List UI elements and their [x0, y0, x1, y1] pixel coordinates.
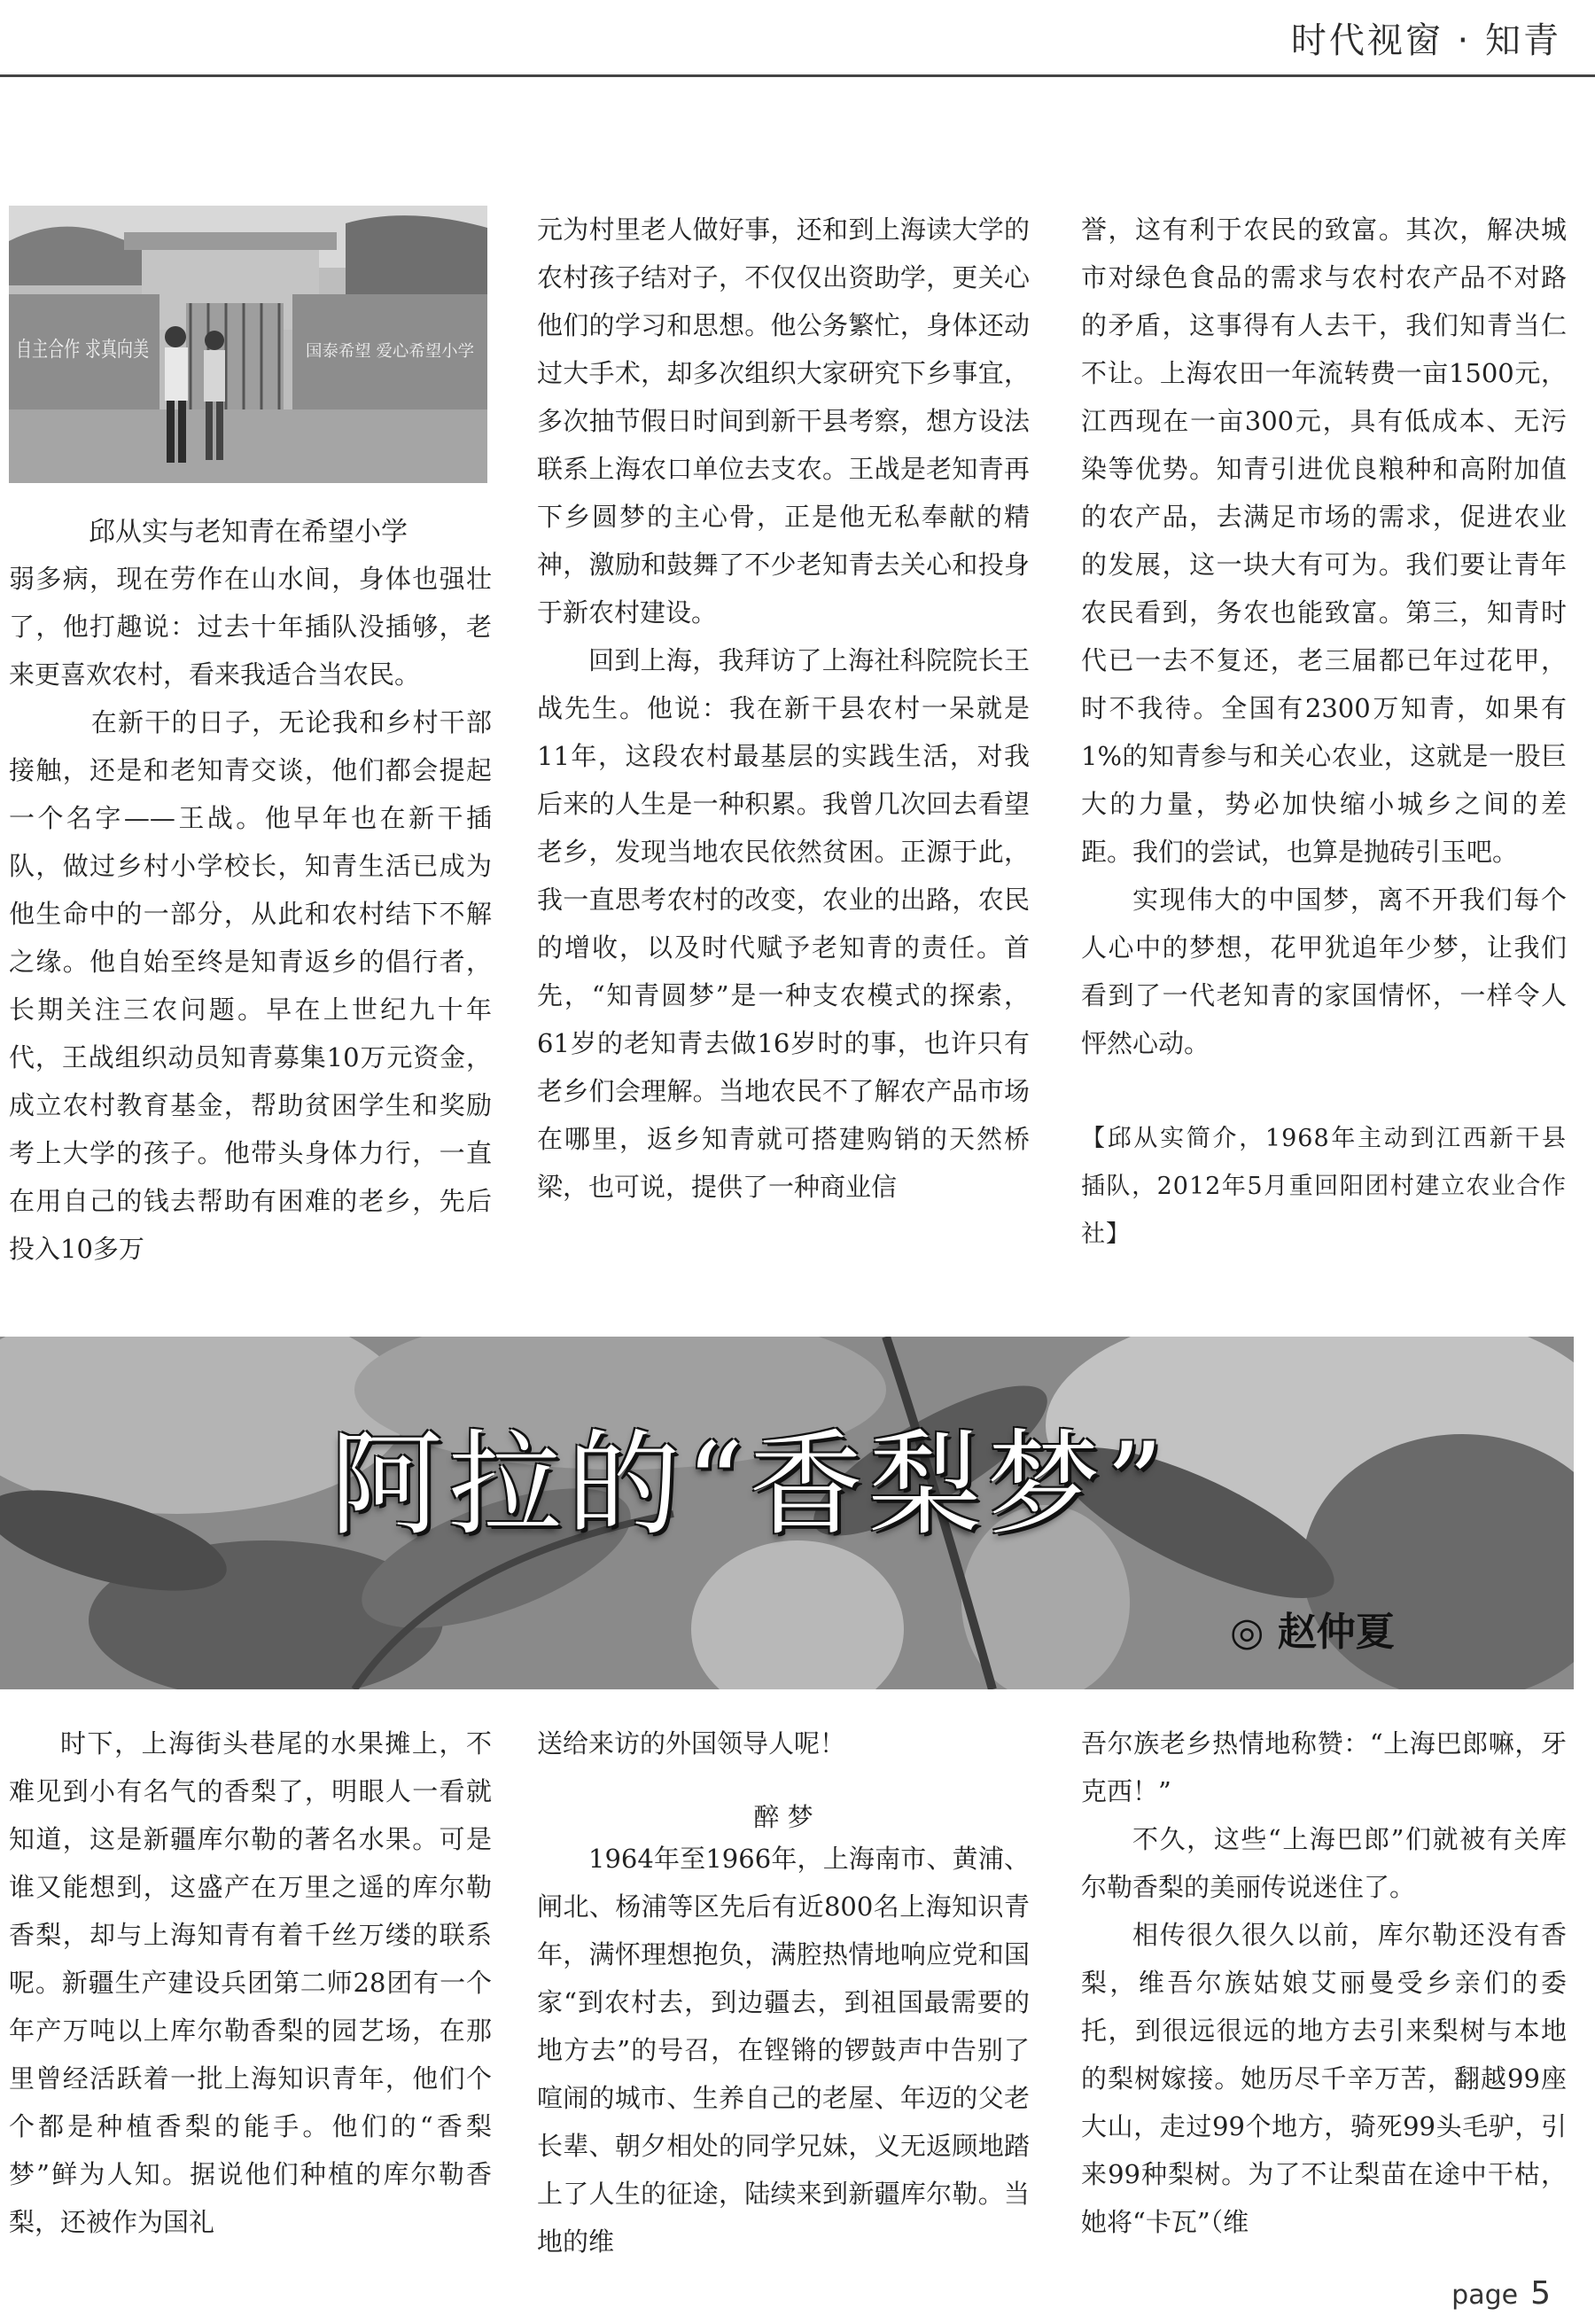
- paragraph: 相传很久很久以前，库尔勒还没有香梨，维吾尔族姑娘艾丽曼受乡亲们的委托，到很远很远的地方去引来梨树与本地的梨树嫁接。她历尽千辛万苦，翻越99座大山，走过99个地方，骑死99头毛驴，引来99种梨树。为了不让梨苗在途中干枯，她将“卡瓦”（维: [1081, 1920, 1567, 2237]
- sign-right: 国泰希望 爱心希望小学: [306, 342, 474, 361]
- article2-column-1: [9, 1720, 492, 2246]
- paragraph: 不久，这些“上海巴郎”们就被有关库尔勒香梨的美丽传说迷住了。: [1081, 1824, 1567, 1902]
- photo-caption: 邱从实与老知青在希望小学: [89, 517, 408, 548]
- article2-column-2: [537, 1720, 1030, 2266]
- author-bio: 【邱从实简介，1968年主动到江西新干县插队，2012年5月重回阳团村建立农业合作社】: [1081, 1125, 1567, 1248]
- paragraph: 1964年至1966年，上海南市、黄浦、闸北、杨浦等区先后有近800名上海知识青年，满怀理想抱负，满腔热情地响应党和国家“到农村去，到边疆去，到祖国最需要的地方去”的号召，在铿锵的锣鼓声中告别了喧闹的城市、生养自己的老屋、年迈的父老长辈、朝夕相处的同学兄妹，义无返顾地踏上了人生的征途，陆续来到新疆库尔勒。当地的维: [537, 1844, 1030, 2257]
- paragraph: 在新干的日子，无论我和乡村干部接触，还是和老知青交谈，他们都会提起一个名字——王战。他早年也在新干插队，做过乡村小学校长，知青生活已成为他生命中的一部分，从此和农村结下不解之缘。他自始至终是知青返乡的倡行者，长期关注三农问题。早在上世纪九十年代，王战组织动员知青募集10万元资金，成立农村教育基金，帮助贫困学生和奖励考上大学的孩子。他带头身体力行，一直在用自己的钱去帮助有困难的老乡，先后投入10多万: [9, 707, 492, 1264]
- paragraph: 送给来访的外国领导人呢！: [537, 1728, 846, 1759]
- section-header: 时代视窗 · 知青: [1290, 20, 1561, 61]
- article-title: 阿拉的“香梨梦”: [330, 1419, 1169, 1551]
- page-number-value: 5: [1530, 2275, 1551, 2312]
- paragraph: 誉，这有利于农民的致富。其次，解决城市对绿色食品的需求与农村农产品不对路的矛盾，这事得有人去干，我们知青当仁不让。上海农田一年流转费一亩1500元，江西现在一亩300元，具有低成本、无污染等优势。知青引进优良粮种和高附加值的农产品，去满足市场的需求，促进农业的发展，这一块大有可为。我们要让青年农民看到，务农也能致富。第三，知青时代已一去不复还，老三届都已年过花甲，时不我待。全国有2300万知青，如果有1%的知青参与和关心农业，这就是一股巨大的力量，势必加快缩小城乡之间的差距。我们的尝试，也算是抛砖引玉吧。: [1081, 214, 1567, 867]
- article1-column-3: [1081, 206, 1567, 1259]
- page-number: [1451, 2275, 1551, 2312]
- section-subheading: 醉 梦: [753, 1802, 813, 1832]
- paragraph: 吾尔族老乡热情地称赞：“上海巴郎嘛，牙克西！”: [1081, 1728, 1567, 1806]
- paragraph: 元为村里老人做好事，还和到上海读大学的农村孩子结对子，不仅仅出资助学，更关心他们的学习和思想。他公务繁忙，身体还动过大手术，却多次组织大家研究下乡事宜，多次抽节假日时间到新干县考察，想方设法联系上海农口单位去支农。王战是老知青再下乡圆梦的主心骨，正是他无私奉献的精神，激励和鼓舞了不少老知青去关心和投身于新农村建设。: [537, 214, 1030, 628]
- sign-left: 自主合作 求真向美: [16, 337, 149, 362]
- article2-column-3: [1081, 1720, 1567, 2246]
- paragraph: 弱多病，现在劳作在山水间，身体也强壮了，他打趣说：过去十年插队没插够，老来更喜欢农村，看来我适合当农民。: [9, 564, 492, 690]
- article-author: ◎ 赵仲夏: [1230, 1610, 1395, 1655]
- page-label: page: [1451, 2280, 1519, 2311]
- header-rule: [0, 74, 1595, 77]
- school-gate-photo: [9, 206, 487, 483]
- paragraph: 时下，上海街头巷尾的水果摊上，不难见到小有名气的香梨了，明眼人一看就知道，这是新疆库尔勒的著名水果。可是谁又能想到，这盛产在万里之遥的库尔勒香梨，却与上海知青有着千丝万缕的联系呢。新疆生产建设兵团第二师28团有一个年产万吨以上库尔勒香梨的园艺场，在那里曾经活跃着一批上海知识青年，他们个个都是种植香梨的能手。他们的“香梨梦”鲜为人知。据说他们种植的库尔勒香梨，还被作为国礼: [9, 1728, 492, 2237]
- article1-column-1: [9, 555, 492, 1273]
- article1-column-2: [537, 206, 1030, 1211]
- paragraph: 实现伟大的中国梦，离不开我们每个人心中的梦想，花甲犹追年少梦，让我们看到了一代老知青的家国情怀，一样令人怦然心动。: [1081, 885, 1567, 1058]
- paragraph: 回到上海，我拜访了上海社科院院长王战先生。他说：我在新干县农村一呆就是11年，这段农村最基层的实践生活，对我后来的人生是一种积累。我曾几次回去看望老乡，发现当地农民依然贫困。正源于此，我一直思考农村的改变，农业的出路，农民的增收，以及时代赋予老知青的责任。首先，“知青圆梦”是一种支农模式的探索，61岁的老知青去做16岁时的事，也许只有老乡们会理解。当地农民不了解农产品市场在哪里，返乡知青就可搭建购销的天然桥梁，也可说，提供了一种商业信: [537, 645, 1030, 1202]
